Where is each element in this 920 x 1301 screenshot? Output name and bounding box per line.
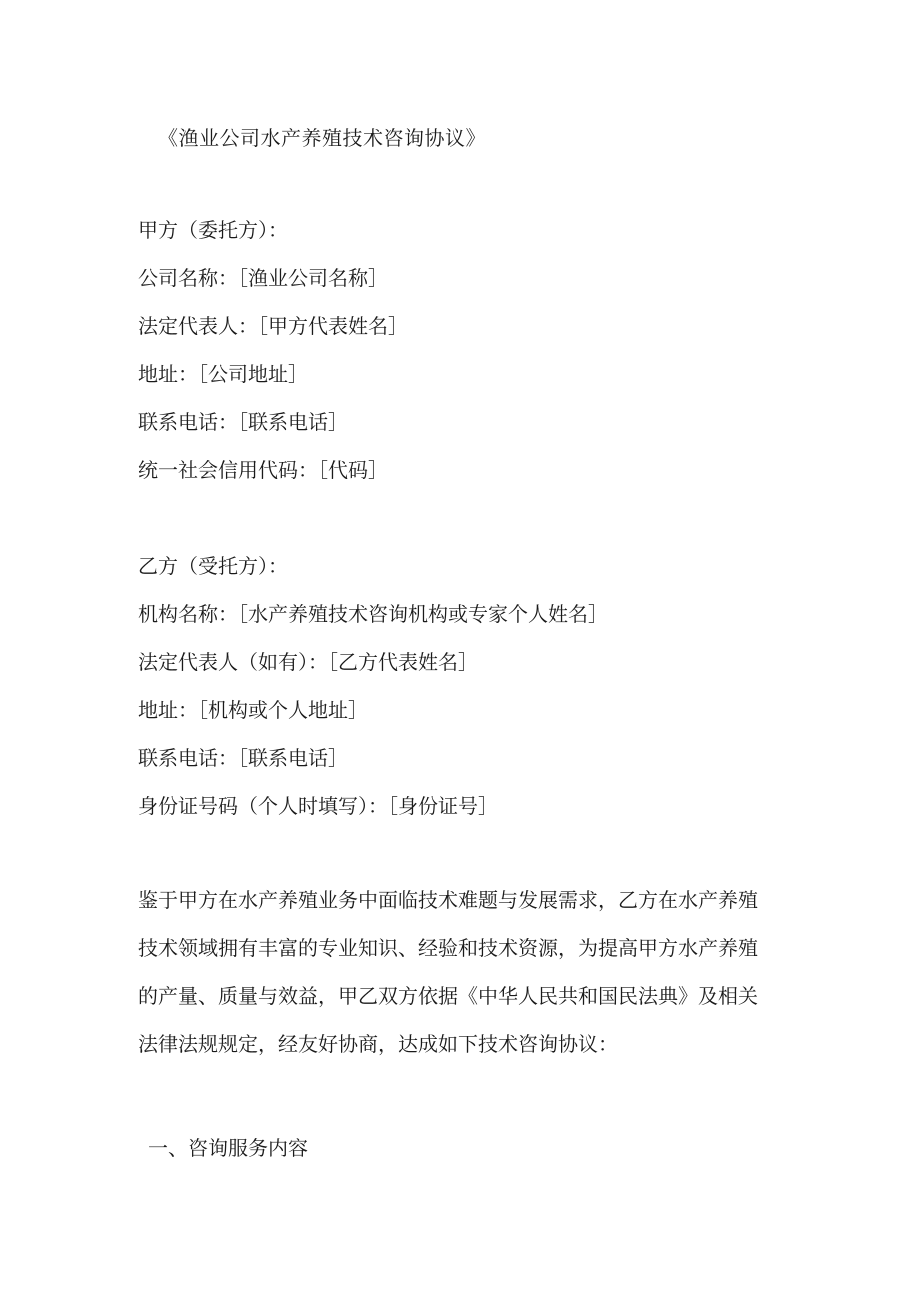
preamble-paragraph: [138, 876, 778, 1068]
party-a-heading: 甲方（委托方）：: [138, 218, 288, 242]
party-b-heading: 乙方（受托方）：: [138, 554, 288, 578]
preamble-line: 鉴于甲方在水产养殖业务中面临技术难题与发展需求，乙方在水产养殖: [138, 888, 758, 912]
party-b-id-number: 身份证号码（个人时填写）：［身份证号］: [138, 794, 498, 818]
document-title: 《渔业公司水产养殖技术咨询协议》: [158, 126, 486, 150]
party-b-address: 地址：［机构或个人地址］: [138, 698, 368, 722]
party-b-representative: 法定代表人（如有）：［乙方代表姓名］: [138, 650, 478, 674]
party-b-phone: 联系电话：［联系电话］: [138, 746, 348, 770]
preamble-line: 的产量、质量与效益，甲乙双方依据《中华人民共和国民法典》及相关: [138, 984, 758, 1008]
preamble-line: 技术领域拥有丰富的专业知识、经验和技术资源，为提高甲方水产养殖: [138, 936, 758, 960]
party-a-representative: 法定代表人：［甲方代表姓名］: [138, 314, 408, 338]
section-heading-1: 一、咨询服务内容: [148, 1136, 308, 1160]
party-a-phone: 联系电话：［联系电话］: [138, 410, 348, 434]
preamble-line: 法律法规规定，经友好协商，达成如下技术咨询协议：: [138, 1032, 618, 1056]
party-a-address: 地址：［公司地址］: [138, 362, 308, 386]
party-a-company: 公司名称：［渔业公司名称］: [138, 266, 388, 290]
party-b-institution: 机构名称：［水产养殖技术咨询机构或专家个人姓名］: [138, 602, 608, 626]
party-a-credit-code: 统一社会信用代码：［代码］: [138, 458, 388, 482]
